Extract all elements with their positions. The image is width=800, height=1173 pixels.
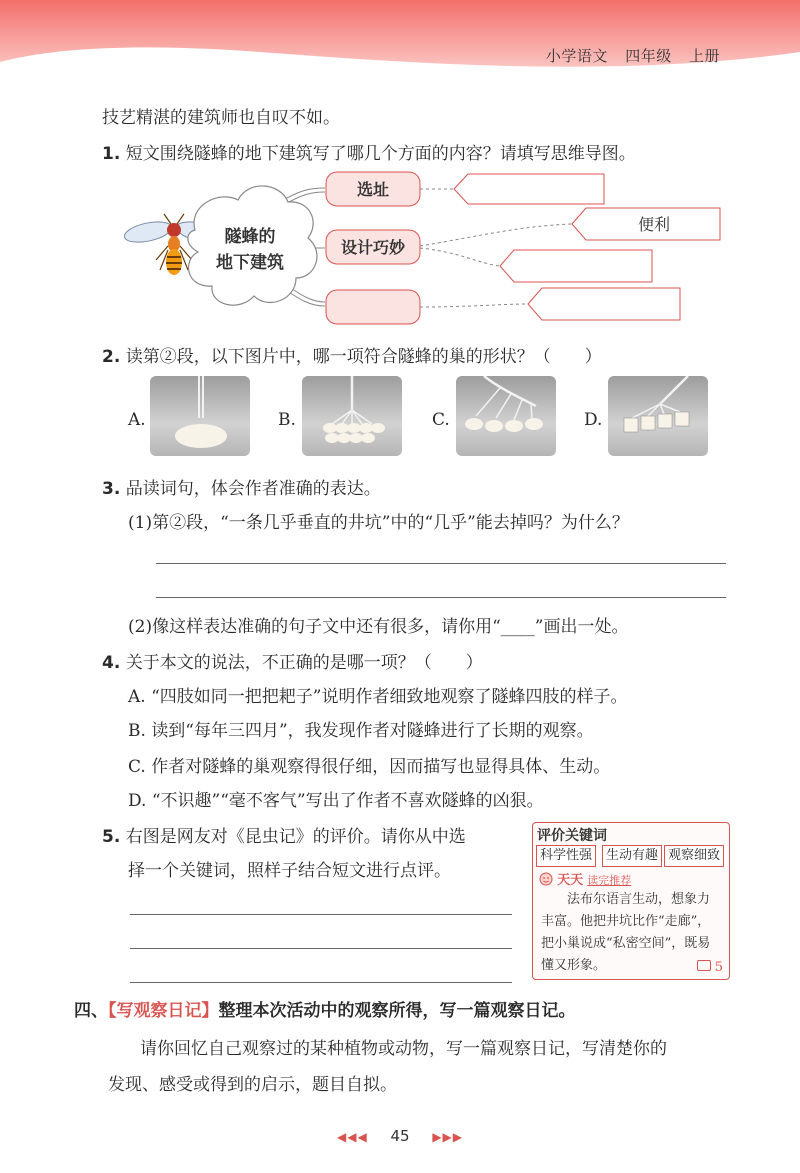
q1-text: 短文围绕隧蜂的地下建筑写了哪几个方面的内容？请填写思维导图。 (125, 144, 636, 164)
answer-box-4[interactable] (528, 288, 680, 320)
q3-sub1: (1)第②段，“一条几乎垂直的井坑”中的“几乎”能去掉吗？为什么？ (128, 513, 629, 533)
answer-line[interactable] (130, 914, 512, 915)
next-arrows-icon: ▶▶▶ (432, 1130, 464, 1144)
answer-line[interactable] (156, 563, 726, 564)
q4-prompt (102, 648, 483, 673)
option-c-label[interactable]: C. (432, 410, 450, 430)
card-title: 评价关键词 (537, 828, 607, 844)
page-footer (0, 1127, 800, 1145)
q1-number: 1. (102, 144, 121, 164)
answer-line[interactable] (156, 597, 726, 598)
keyword-tag: 科学性强 (536, 845, 596, 867)
q3-prompt (102, 474, 381, 499)
intro-line: 技艺精湛的建筑师也自叹不如。 (102, 108, 340, 128)
card-user (539, 869, 631, 888)
q4-option-b[interactable]: B. 读到“每年三四月”，我发现作者对隧蜂进行了长期的观察。 (128, 721, 594, 741)
comment-count (697, 960, 723, 975)
header-band (0, 0, 800, 80)
option-c-image[interactable] (456, 376, 556, 456)
comment-count-value: 5 (714, 960, 723, 975)
option-b-label[interactable]: B. (278, 410, 296, 430)
avatar (539, 872, 553, 886)
q5-line1: 右图是网友对《昆虫记》的评价。请你从中选 (125, 827, 466, 847)
q2-prompt (102, 342, 602, 367)
q4-option-a[interactable]: A. “四肢如同一把把耙子”说明作者细致地观察了隧蜂四肢的样子。 (128, 687, 628, 707)
option-d-label[interactable]: D. (584, 410, 603, 430)
header-text (534, 45, 720, 66)
q4-text: 关于本文的说法，不正确的是哪一项？（ ） (125, 653, 483, 673)
option-a-label[interactable]: A. (128, 410, 146, 430)
section4-prefix: 四、 (74, 1001, 108, 1021)
header-grade: 四年级 (625, 47, 672, 65)
card-user-tag: 读完推荐 (587, 874, 632, 887)
header-subject: 小学语文 (545, 47, 608, 65)
q2-number: 2. (102, 347, 121, 367)
q5-line2: 择一个关键词，照样子结合短文进行点评。 (128, 861, 451, 881)
review-card (532, 822, 730, 980)
header-volume: 上册 (688, 47, 720, 65)
q5-prompt (102, 822, 466, 847)
option-b-image[interactable] (302, 376, 402, 456)
q3-text: 品读词句，体会作者准确的表达。 (125, 479, 381, 499)
answer-example: 便利 (637, 215, 671, 234)
answer-line[interactable] (130, 948, 512, 949)
center-line1: 隧蜂的 (224, 227, 276, 247)
q4-option-c[interactable]: C. 作者对隧蜂的巢观察得很仔细，因而描写也显得具体、生动。 (128, 757, 611, 777)
section4-heading (74, 996, 576, 1021)
option-a-image[interactable] (150, 376, 250, 456)
card-body: 法布尔语言生动，想象力丰富。他把井坑比作“走廊”，把小巢说成“私密空间”，既易懂又形象。 (541, 892, 711, 973)
section4-line1: 请你回忆自己观察过的某种植物或动物，写一篇观察日记，写清楚你的 (140, 1039, 667, 1059)
card-username: 天天 (557, 873, 584, 888)
answer-box-3[interactable] (500, 250, 652, 282)
mind-map (120, 160, 740, 340)
branch-design: 设计巧妙 (340, 238, 406, 257)
prev-arrows-icon: ◀◀◀ (336, 1130, 368, 1144)
answer-box-1[interactable] (454, 174, 604, 204)
branch-site: 选址 (356, 180, 390, 199)
section4-tag: 【写观察日记】 (108, 1001, 219, 1021)
keyword-tag: 生动有趣 (602, 845, 662, 867)
q4-number: 4. (102, 653, 121, 673)
section4-title: 整理本次活动中的观察所得，写一篇观察日记。 (218, 1001, 576, 1021)
answer-line[interactable] (130, 982, 512, 983)
section4-line2: 发现、感受或得到的启示，题目自拟。 (108, 1075, 397, 1095)
option-d-image[interactable] (608, 376, 708, 456)
keyword-tag: 观察细致 (664, 845, 724, 867)
q3-sub2: (2)像这样表达准确的句子文中还有很多，请你用“____”画出一处。 (128, 617, 629, 637)
q5-number: 5. (102, 827, 121, 847)
page-number: 45 (390, 1127, 410, 1145)
comment-icon (697, 960, 711, 971)
branch-blank[interactable] (326, 290, 420, 324)
center-line2: 地下建筑 (216, 253, 284, 273)
q3-number: 3. (102, 479, 121, 499)
q2-text: 读第②段，以下图片中，哪一项符合隧蜂的巢的形状？（ ） (125, 347, 602, 367)
q4-option-d[interactable]: D. “不识趣”“毫不客气”写出了作者不喜欢隧蜂的凶狠。 (128, 791, 544, 811)
